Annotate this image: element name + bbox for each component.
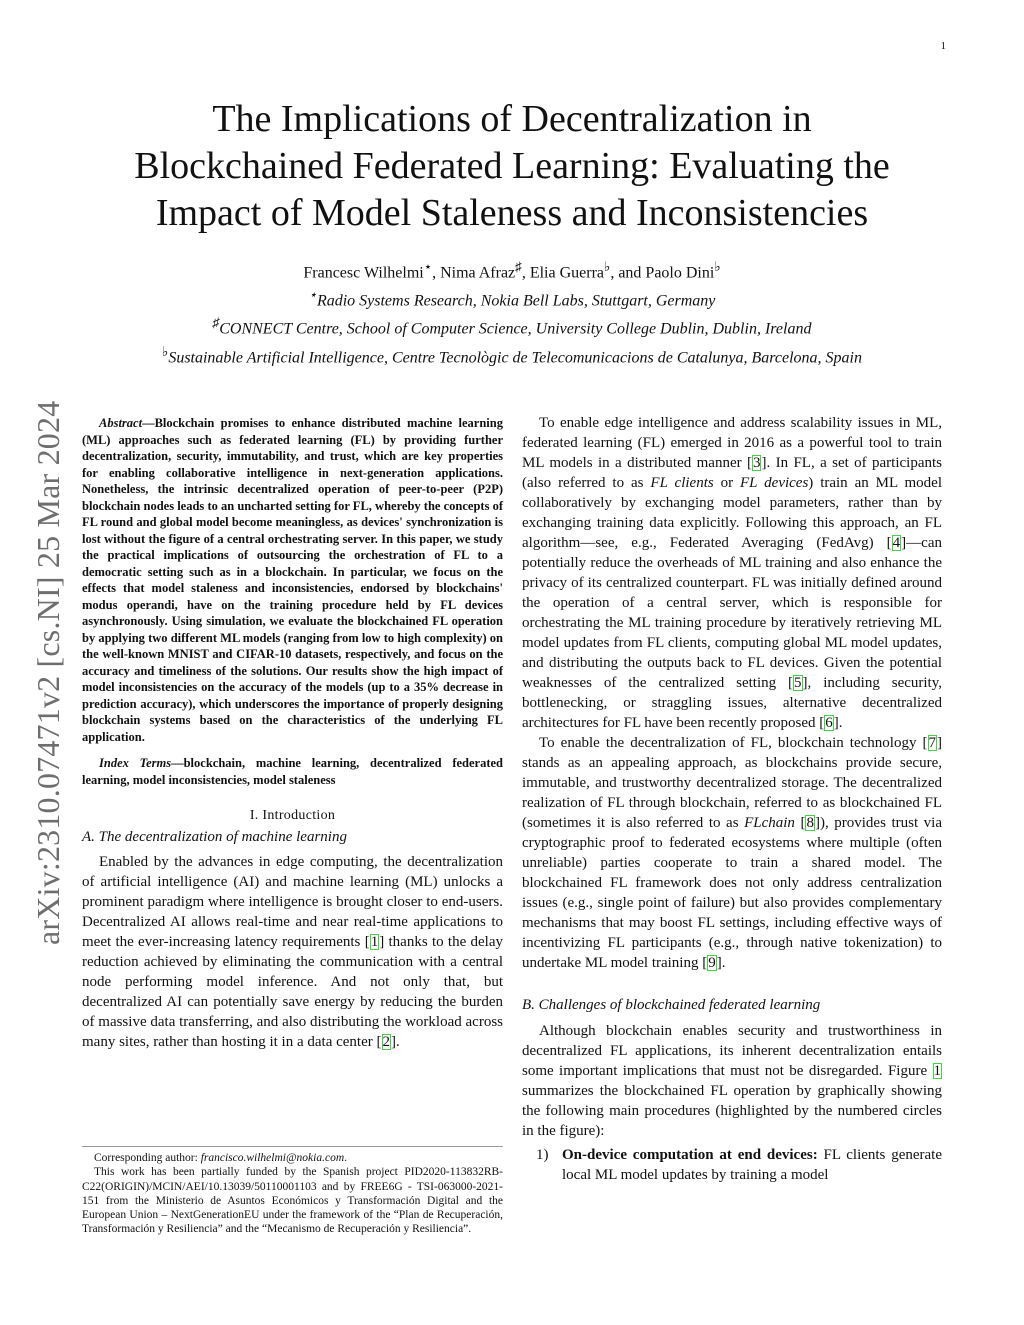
author-name: , Elia Guerra: [521, 264, 605, 282]
footnote: [82, 1146, 503, 1237]
author-list: [90, 257, 934, 283]
figure-link[interactable]: 1: [933, 1063, 941, 1079]
footnote-funding: This work has been partially funded by the Spanish project PID2020-113832RB-C22(ORIGIN)/MCIN/AEI/10.13039/50110001103 and by FREE6G - TSI-063000-2021-151 from the Ministerio de Asuntos Económicos y Transformación Digital and the European Union – NextGenerationEU under the framework of the “Plan de Recuperación, Transformación y Resiliencia” and the “Mecanismo de Recuperación y Resiliencia”.: [82, 1166, 503, 1236]
affiliation: ♭Sustainable Artificial Intelligence, Centre Tecnològic de Telecomunicacions de Catalunya, Barcelona, Spain: [162, 343, 862, 366]
abstract: [82, 415, 503, 745]
abstract-label: Abstract: [99, 416, 143, 430]
author-email-link[interactable]: francisco.wilhelmi@nokia.com: [200, 1152, 345, 1164]
affiliation-list: [60, 284, 964, 369]
affiliation-mark: ♭: [162, 343, 169, 359]
affiliation-mark: ⋆: [423, 259, 433, 274]
index-terms: [82, 755, 503, 788]
section-heading: I. Introduction: [249, 808, 336, 823]
affiliation: ⋆Radio Systems Research, Nokia Bell Labs, Stuttgart, Germany: [308, 287, 716, 310]
citation-link[interactable]: 5: [794, 675, 802, 691]
citation-link[interactable]: 1: [370, 934, 379, 950]
author-name: Francesc Wilhelmi: [303, 264, 424, 282]
author-name: , Nima Afraz: [432, 264, 516, 282]
citation-link[interactable]: 6: [825, 715, 833, 731]
paragraph: Although blockchain enables security and trustworthiness in decentralized FL applications, its inherent decentralization entails some important implications that must not be disregarded. Figure 1 summarizes the blockchained FL operation by graphically showing the following main procedures (highlighted by the numbered circles in the figure):: [522, 1023, 942, 1139]
title-line: Impact of Model Staleness and Inconsistencies: [155, 192, 869, 234]
abstract-text: —Blockchain promises to enhance distributed machine learning (ML) approaches such as federated learning (FL) by providing further decentralization, security, immutability, and trust, which are key properties for enabling collaborative intelligence in next-generation applications. Nonetheless, the intrinsic decentralized operation of peer-to-peer (P2P) blockchain nodes leads to an uncharted setting for FL, whereby the concepts of FL round and global model become meaningless, as devices' synchronization is lost without the figure of a central orchestrating server. In this paper, we study the practical implications of outsourcing the orchestration of FL to a democratic setting such as in a blockchain. In particular, we focus on the effects that model staleness and inconsistencies, endorsed by blockchains' modus operandi, have on the training procedure held by FL devices asynchronously. Using simulation, we evaluate the blockchained FL operation by applying two different ML models (ranging from low to high complexity) on the well-known MNIST and CIFAR-10 datasets, respectively, and focus on the accuracy and timeliness of the solutions. Our results show the high impact of model inconsistencies on the accuracy of the models (up to a 35% decrease in prediction accuracy), which underscores the importance of properly designing blockchain systems based on the characteristics of the underlying FL application.: [82, 416, 503, 744]
citation-link[interactable]: 9: [708, 955, 716, 971]
affiliation-mark: ⋆: [308, 287, 317, 302]
list-number: 1): [536, 1147, 549, 1163]
citation-link[interactable]: 2: [382, 1034, 390, 1050]
affiliation: ♯CONNECT Centre, School of Computer Science, University College Dublin, Dublin, Ireland: [212, 315, 812, 338]
title-line: The Implications of Decentralization in: [212, 98, 812, 140]
subsection-heading: B. Challenges of blockchained federated learning: [522, 997, 821, 1013]
arxiv-identifier: arXiv:2310.07471v2 [cs.NI] 25 Mar 2024: [30, 400, 66, 945]
paper-title: [90, 96, 934, 237]
citation-link[interactable]: 3: [752, 455, 761, 471]
affiliation-mark: ♯: [212, 315, 220, 331]
affiliation-mark: ♭: [604, 259, 611, 274]
subsection-heading: A. The decentralization of machine learning: [82, 829, 347, 845]
left-column: [82, 415, 503, 1052]
citation-link[interactable]: 8: [806, 815, 814, 831]
page-number: 1: [940, 40, 946, 52]
affiliation-mark: ♭: [714, 259, 721, 274]
right-column: [522, 413, 942, 1185]
citation-link[interactable]: 4: [892, 535, 901, 551]
list-item-title: On-device computation at end devices:: [562, 1147, 818, 1163]
footnote-corresponding: Corresponding author: francisco.wilhelmi@nokia.com.: [94, 1152, 348, 1164]
index-terms-text: —blockchain, machine learning, decentralized federated learning, model inconsistencies, model staleness: [82, 756, 503, 787]
citation-link[interactable]: 7: [928, 735, 936, 751]
title-line: Blockchained Federated Learning: Evaluating the: [134, 145, 890, 187]
affiliation-mark: ♯: [515, 259, 522, 274]
author-name: , and Paolo Dini: [610, 264, 715, 282]
list-item: 1) On-device computation at end devices: FL clients generate local ML model updates by training a model: [522, 1145, 942, 1185]
paragraph: To enable edge intelligence and address scalability issues in ML, federated learning (FL) emerged in 2016 as a powerful tool to train ML models in a distributed manner [3]. In FL, a set of participants (also referred to as FL clients or FL devices) train an ML model collaboratively by exchanging model parameters, rather than by exchanging training data explicitly. Following this approach, an FL algorithm—see, e.g., Federated Averaging (FedAvg) [4]—can potentially reduce the overheads of ML training and also enhance the privacy of its centralized counterpart. FL was initially defined around the operation of a central server, which is responsible for orchestrating the ML training procedure by iteratively retrieving ML model updates from FL clients, computing global ML model updates, and distributing the outputs back to FL devices. Given the potential weaknesses of the centralized setting [5], including security, bottlenecking, or straggling issues, alternative decentralized architectures for FL have been recently proposed [6].: [522, 415, 942, 731]
paragraph: Enabled by the advances in edge computing, the decentralization of artificial intelligence (AI) and machine learning (ML) unlocks a prominent paradigm where intelligence is brought closer to end-users. Decentralized AI allows real-time and near real-time applications to meet the ever-increasing latency requirements [1] thanks to the delay reduction achieved by eliminating the communication with a central node performing model inference. And not only that, but decentralized AI can potentially save energy by reducing the burden of massive data transferring, and also distributing the workload across many sites, rather than hosting it in a data center [2].: [82, 854, 504, 1050]
index-terms-label: Index Terms: [99, 756, 172, 770]
paragraph: To enable the decentralization of FL, blockchain technology [7] stands as an appealing approach, as blockchains provide secure, immutable, and trustworthy decentralized storage. The decentralized realization of FL through blockchain, referred to as blockchained FL (sometimes it is also referred to as FLchain [8]), provides trust via cryptographic proof to federated ecosystems where multiple (often unreliable) parties cooperate to train a shared model. The blockchained FL framework does not only address centralization issues (e.g., single point of failure) but also provides complementary mechanisms that may boost FL settings, including effective ways of incentivizing FL participants (e.g., through native tokenization) to undertake ML model training [9].: [522, 735, 942, 971]
